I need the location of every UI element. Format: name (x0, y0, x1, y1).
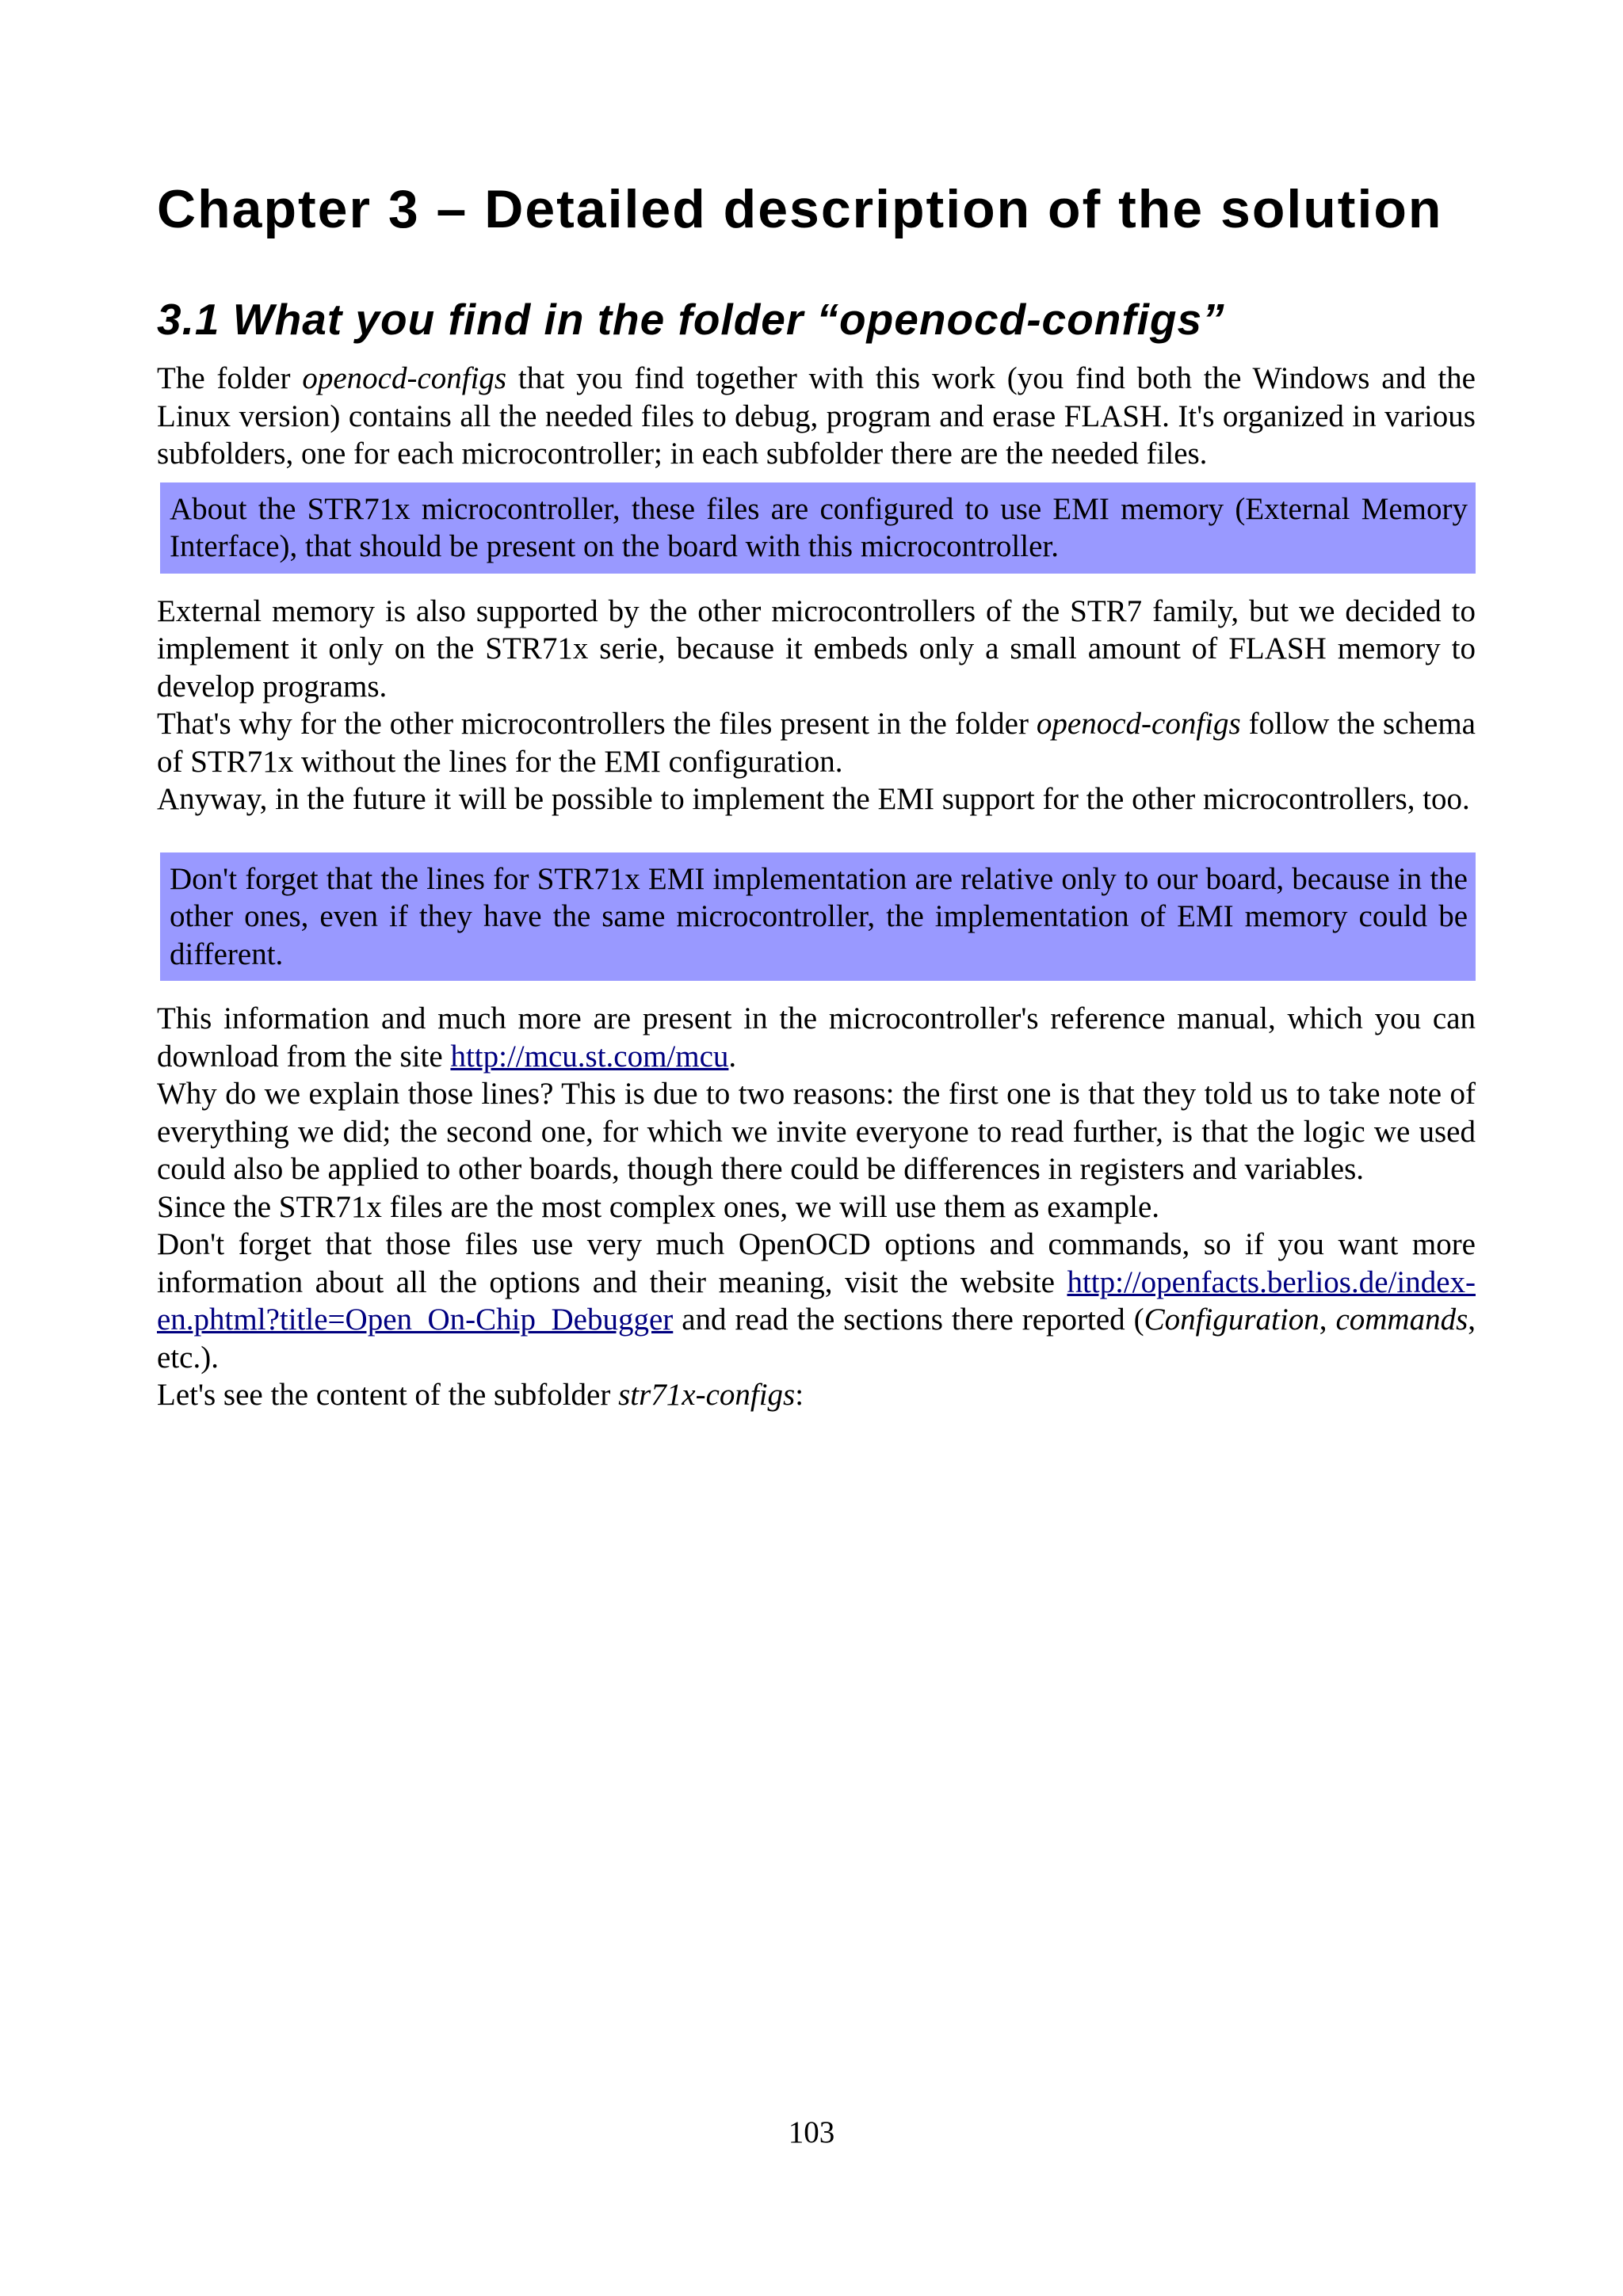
note-box-board (160, 852, 1476, 982)
document-page (157, 181, 1476, 1414)
body-text: , etc.). (157, 1302, 1476, 1375)
body-text: follow the schema of STR71x without the lines for the EMI configuration. (157, 707, 1476, 779)
body-paragraph-example: Since the STR71x files are the most complex ones, we will use them as example. (157, 1189, 1160, 1224)
configuration-italic: Configuration (1144, 1302, 1319, 1337)
note-box-board-text: Don't forget that the lines for STR71x EMI implementation are relative only to our board, because in the other ones, even if they have the same microcontroller, the implementation of EMI memory could be different. (170, 861, 1468, 971)
openfacts-link[interactable]: http://openfacts.berlios.de/index-en.phtml?title=Open_On-Chip_Debugger (157, 1264, 1476, 1337)
subfolder-name-italic: str71x-configs (618, 1378, 796, 1412)
intro-paragraph (157, 360, 1476, 473)
note-box-emi-text: About the STR71x microcontroller, these files are configured to use EMI memory (External Memory Interface), that should be present on the board with this microcontroller. (170, 491, 1468, 563)
body-paragraph-future-support: Anyway, in the future it will be possible to implement the EMI support for the other microcontrollers, too. (157, 782, 1470, 816)
body-paragraph-external-memory: External memory is also supported by the other microcontrollers of the STR7 family, but we decided to implement it only on the STR71x serie, because it embeds only a small amount of FLASH memory to develop programs. (157, 593, 1476, 704)
commands-italic: commands (1335, 1302, 1468, 1337)
body-text: That's why for the other microcontrollers the files present in the folder (157, 707, 1037, 741)
body-paragraph-subfolder (157, 1376, 1476, 1414)
intro-text-1: The folder (157, 361, 303, 395)
mcu-site-link[interactable]: http://mcu.st.com/mcu (450, 1039, 729, 1074)
body-text: . (728, 1039, 737, 1074)
body-text: and read the sections there reported ( (673, 1302, 1144, 1337)
body-text: , (1319, 1302, 1336, 1337)
folder-name-italic: openocd-configs (1036, 707, 1241, 741)
body-paragraph-openocd-options (157, 1226, 1476, 1376)
page-number: 103 (788, 2115, 835, 2149)
body-text: Don't forget that those files use very much OpenOCD options and commands, so if you want more information about all the options and their meaning, visit the website (157, 1227, 1476, 1299)
folder-name-italic: openocd-configs (302, 361, 507, 395)
note-box-emi (160, 482, 1476, 574)
section-title: 3.1 What you find in the folder “openocd-configs” (157, 295, 1225, 344)
body-text: : (795, 1378, 804, 1412)
body-paragraph-why-explain: Why do we explain those lines? This is due to two reasons: the first one is that they told us to take note of everything we did; the second one, for which we invite everyone to read further, is that the logic we used could also be applied to other boards, though there could be differences in registers and variables. (157, 1077, 1476, 1186)
body-paragraph-other-microcontrollers (157, 705, 1476, 780)
body-text: This information and much more are present in the microcontroller's reference manual, which you can download from the site (157, 1001, 1476, 1074)
body-paragraph-reference-manual (157, 1000, 1476, 1075)
body-text: Let's see the content of the subfolder (157, 1378, 619, 1412)
intro-text-2: that you find together with this work (you find both the Windows and the Linux version) contains all the needed files to debug, program and erase FLASH. It's organized in various subfolders, one for each microcontroller; in each subfolder there are the needed files. (157, 361, 1476, 471)
chapter-title: Chapter 3 – Detailed description of the solution (157, 179, 1443, 239)
